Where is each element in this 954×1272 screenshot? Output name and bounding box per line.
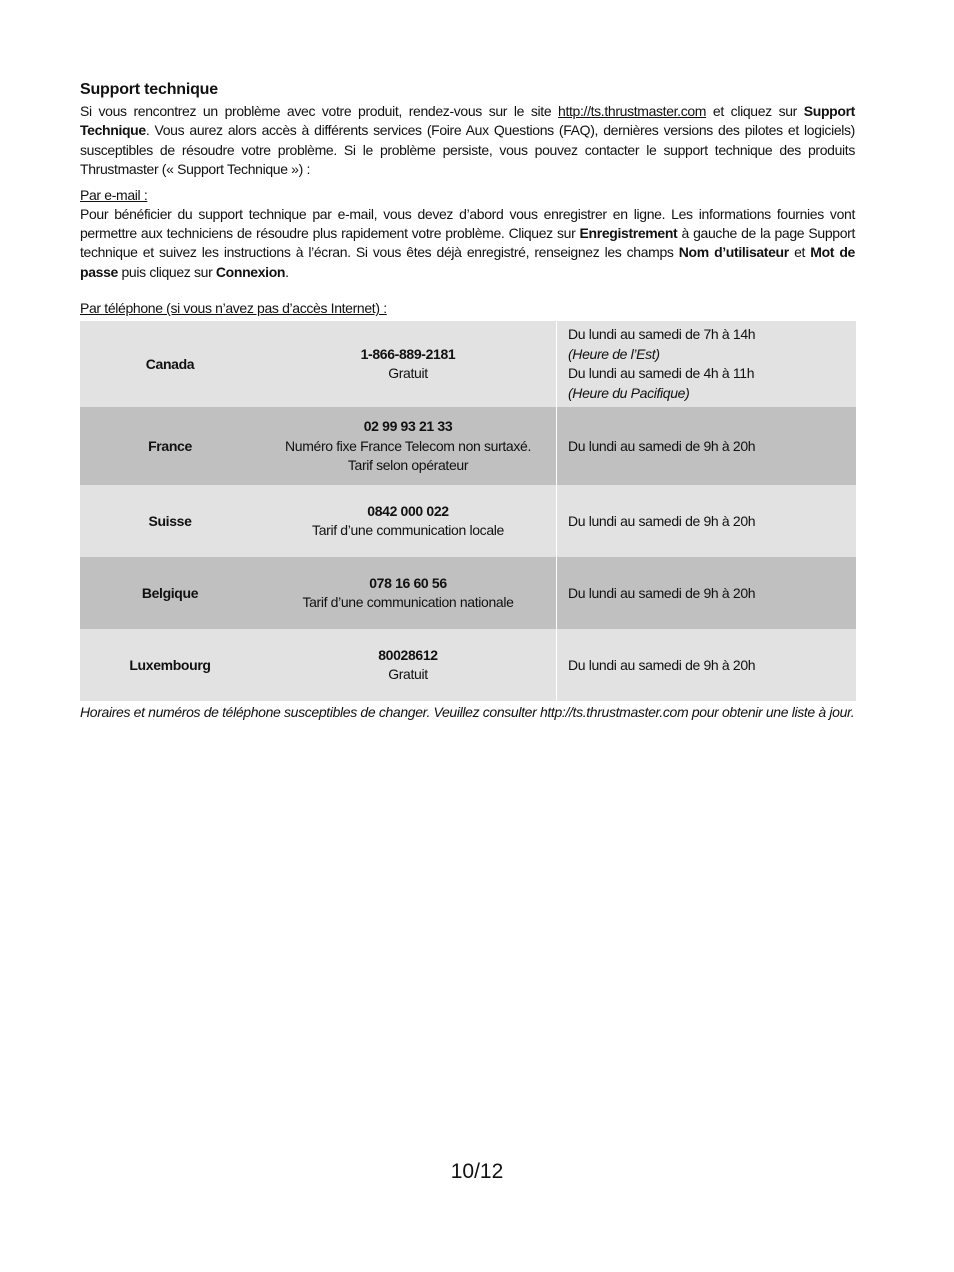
disclaimer-note: Horaires et numéros de téléphone susceptibles de changer. Veuillez consulter http://ts.thrustmaster.com pour obtenir une liste à jour.	[80, 704, 855, 721]
document-page	[80, 80, 855, 723]
phone-number: 078 16 60 56	[369, 574, 447, 591]
hours-cell	[557, 485, 857, 557]
email-paragraph: Pour bénéficier du support technique par e-mail, vous devez d’abord vous enregistrer en ligne. Les informations fournies vont permettre aux techniciens de résoudre plus rapidement votre problème. Cliquez sur Enregistrement à gauche de la page Support technique et suivez les instructions à l’écran. Si vous êtes déjà enregistré, renseignez les champs Nom d’utilisateur et Mot de passe puis cliquez sur Connexion.	[80, 205, 855, 280]
hours-line: Du lundi au samedi de 4h à 11h	[568, 365, 755, 382]
table-row	[80, 407, 856, 485]
hours-line: Du lundi au samedi de 9h à 20h	[568, 656, 756, 673]
number-cell	[260, 321, 557, 407]
phone-subheading: Par téléphone (si vous n’avez pas d’accès Internet) :	[80, 300, 387, 317]
hours-line: Du lundi au samedi de 9h à 20h	[568, 512, 756, 529]
country-cell: France	[80, 407, 260, 485]
phone-detail: Gratuit	[388, 365, 428, 382]
phone-number: 0842 000 022	[367, 502, 449, 519]
phone-detail: Gratuit	[388, 666, 428, 683]
table-row	[80, 485, 856, 557]
hours-cell	[557, 321, 857, 407]
number-cell	[260, 485, 557, 557]
number-cell	[260, 629, 557, 701]
hours-cell	[557, 407, 857, 485]
table-row	[80, 629, 856, 701]
table-row	[80, 321, 856, 407]
country-cell: Canada	[80, 321, 260, 407]
hours-line: Du lundi au samedi de 7h à 14h	[568, 326, 756, 343]
phone-detail: Tarif selon opérateur	[347, 457, 469, 473]
phone-support-table	[80, 321, 856, 701]
phone-number: 02 99 93 21 33	[363, 418, 453, 434]
hours-line: Du lundi au samedi de 9h à 20h	[568, 437, 756, 454]
phone-detail: Tarif d’une communication nationale	[302, 594, 514, 611]
phone-detail: Tarif d’une communication locale	[312, 522, 504, 539]
phone-number: 80028612	[378, 646, 438, 663]
phone-detail: Numéro fixe France Telecom non surtaxé.	[285, 437, 531, 454]
table-row	[80, 557, 856, 629]
phone-number: 1-866-889-2181	[360, 345, 456, 362]
page-number: 10/12	[450, 1160, 504, 1183]
hours-line: (Heure de l’Est)	[568, 345, 660, 362]
section-heading: Support technique	[80, 81, 218, 98]
hours-line: Du lundi au samedi de 9h à 20h	[568, 584, 756, 601]
hours-cell	[557, 557, 857, 629]
support-link[interactable]: http://ts.thrustmaster.com	[558, 103, 707, 119]
hours-line: (Heure du Pacifique)	[568, 384, 690, 401]
intro-paragraph: Si vous rencontrez un problème avec votre produit, rendez-vous sur le site http://ts.thrustmaster.com et cliquez sur Support Technique. Vous aurez alors accès à différents services (Foire Aux Questions (FAQ), dernières versions des pilotes et logiciels) susceptibles de résoudre votre problème. Si le problème persiste, vous pouvez contacter le support technique des produits Thrustmaster (« Support Technique ») :	[80, 103, 855, 178]
country-cell: Luxembourg	[80, 629, 260, 701]
country-cell: Suisse	[80, 485, 260, 557]
hours-cell	[557, 629, 857, 701]
email-subheading: Par e-mail :	[80, 186, 148, 203]
country-cell: Belgique	[80, 557, 260, 629]
number-cell	[260, 557, 557, 629]
number-cell	[260, 407, 557, 485]
